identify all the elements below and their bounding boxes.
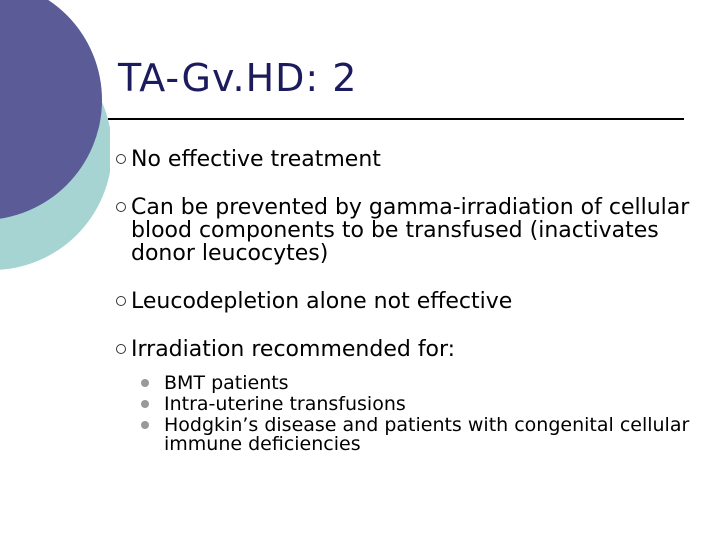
bullet-item [116,338,706,454]
slide-title: TA-Gv.HD: 2 [118,56,358,100]
bullet-text: Irradiation recommended for: [131,337,456,362]
sub-bullet-item [131,416,706,454]
sub-bullet-text: Hodgkin’s disease and patients with congenital cellular immune deficiencies [164,414,690,455]
sub-bullet-item [131,395,706,414]
hollow-bullet-icon [116,154,126,164]
bullet-text: Leucodepletion alone not effective [131,289,513,314]
title-divider [108,118,684,120]
bullet-item [116,290,706,313]
bullet-list [116,148,706,479]
bullet-item [116,148,706,171]
hollow-bullet-icon [116,344,126,354]
hollow-bullet-icon [116,296,126,306]
filled-bullet-icon [141,421,149,429]
hollow-bullet-icon [116,202,126,212]
filled-bullet-icon [141,400,149,408]
sub-bullet-text: BMT patients [164,372,289,394]
bullet-text: No effective treatment [131,147,381,172]
bullet-item [116,196,706,265]
sub-bullet-item [131,374,706,393]
decorative-circles [0,0,110,300]
sub-bullet-list [131,374,706,454]
filled-bullet-icon [141,379,149,387]
bullet-text: Can be prevented by gamma-irradiation of cellular blood components to be transfused (inactivates donor leucocytes) [131,195,690,266]
sub-bullet-text: Intra-uterine transfusions [164,393,406,415]
